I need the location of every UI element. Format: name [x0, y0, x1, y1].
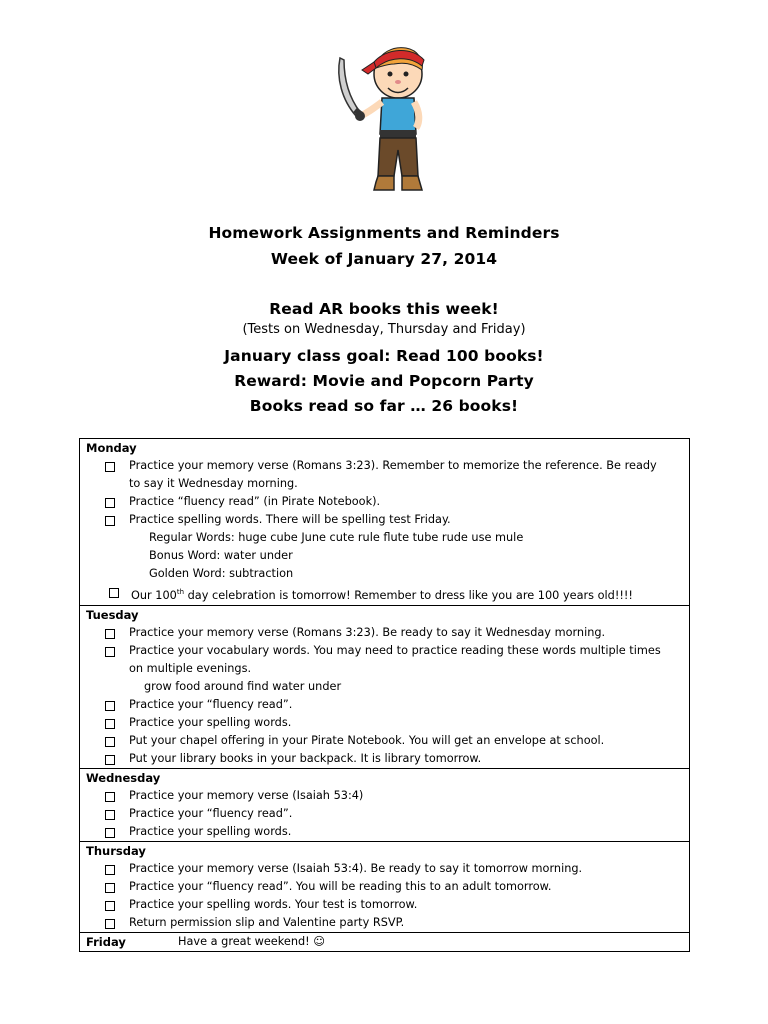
checkbox[interactable]	[105, 737, 115, 747]
page-title: Homework Assignments and Reminders	[208, 224, 560, 242]
list-item: Practice your memory verse (Isaiah 53:4)	[86, 787, 689, 805]
checkbox[interactable]	[105, 919, 115, 929]
monday-row	[80, 439, 690, 606]
checkbox[interactable]	[105, 883, 115, 893]
list-item: Practice your “fluency read”.	[86, 805, 689, 823]
homework-table	[79, 438, 690, 952]
list-item: Practice your “fluency read”. You will be reading this to an adult tomorrow.	[86, 878, 689, 896]
list-item: Practice your spelling words.	[86, 714, 689, 732]
checkbox[interactable]	[105, 719, 115, 729]
tuesday-row	[80, 605, 690, 768]
reward: Reward: Movie and Popcorn Party	[234, 372, 534, 390]
class-goal: January class goal: Read 100 books!	[224, 347, 544, 365]
checkbox[interactable]	[105, 755, 115, 765]
day-label-friday: Friday	[86, 934, 126, 949]
checkbox[interactable]	[105, 498, 115, 508]
golden-word: Golden Word: subtraction	[149, 567, 294, 580]
checkbox[interactable]	[105, 516, 115, 526]
day-label-thursday: Thursday	[86, 843, 146, 858]
checkbox[interactable]	[105, 462, 115, 472]
checkbox[interactable]	[105, 901, 115, 911]
books-read-progress: Books read so far … 26 books!	[249, 397, 519, 415]
list-item: Practice your vocabulary words. You may need to practice reading these words multiple times on multiple evenings.	[86, 642, 689, 678]
list-item: Practice your memory verse (Romans 3:23). Remember to memorize the reference. Be ready to say it Wednesday morning.	[86, 457, 689, 493]
list-item: Return permission slip and Valentine party RSVP.	[86, 914, 689, 932]
friday-note: Have a great weekend! ☺	[178, 934, 326, 948]
friday-row	[80, 932, 690, 951]
week-label: Week of January 27, 2014	[270, 250, 498, 268]
vocab-words: grow food around find water under	[144, 679, 342, 693]
pirate-boy-clipart	[334, 38, 434, 202]
list-item: Practice your “fluency read”.	[86, 696, 689, 714]
list-item: Put your library books in your backpack. It is library tomorrow.	[86, 750, 689, 768]
thursday-row	[80, 841, 690, 932]
list-item: Practice spelling words. There will be spelling test Friday.	[86, 511, 689, 529]
ar-books-reminder: Read AR books this week!	[269, 300, 499, 318]
day-label-wednesday: Wednesday	[86, 770, 161, 785]
checkbox[interactable]	[105, 701, 115, 711]
tests-note: (Tests on Wednesday, Thursday and Friday)	[242, 322, 526, 337]
checkbox[interactable]	[105, 792, 115, 802]
list-item: Practice “fluency read” (in Pirate Notebook).	[86, 493, 689, 511]
day-label-monday: Monday	[86, 441, 137, 455]
day-label-tuesday: Tuesday	[86, 607, 139, 622]
list-item: Practice your memory verse (Romans 3:23). Be ready to say it Wednesday morning.	[86, 624, 689, 642]
checkbox[interactable]	[105, 865, 115, 875]
list-item: Practice your spelling words. Your test is tomorrow.	[86, 896, 689, 914]
list-item: Practice your memory verse (Isaiah 53:4). Be ready to say it tomorrow morning.	[86, 860, 689, 878]
regular-words: Regular Words: huge cube June cute rule flute tube rude use mule	[149, 531, 524, 544]
checkbox[interactable]	[105, 810, 115, 820]
checkbox[interactable]	[109, 588, 119, 598]
list-item: Put your chapel offering in your Pirate Notebook. You will get an envelope at school.	[86, 732, 689, 750]
list-item: Practice your spelling words.	[86, 823, 689, 841]
wednesday-row	[80, 768, 690, 841]
checkbox[interactable]	[105, 647, 115, 657]
list-item: Our 100th day celebration is tomorrow! Remember to dress like you are 100 years old!!!!	[86, 583, 689, 605]
bonus-word: Bonus Word: water under	[149, 549, 293, 562]
checkbox[interactable]	[105, 629, 115, 639]
checkbox[interactable]	[105, 828, 115, 838]
